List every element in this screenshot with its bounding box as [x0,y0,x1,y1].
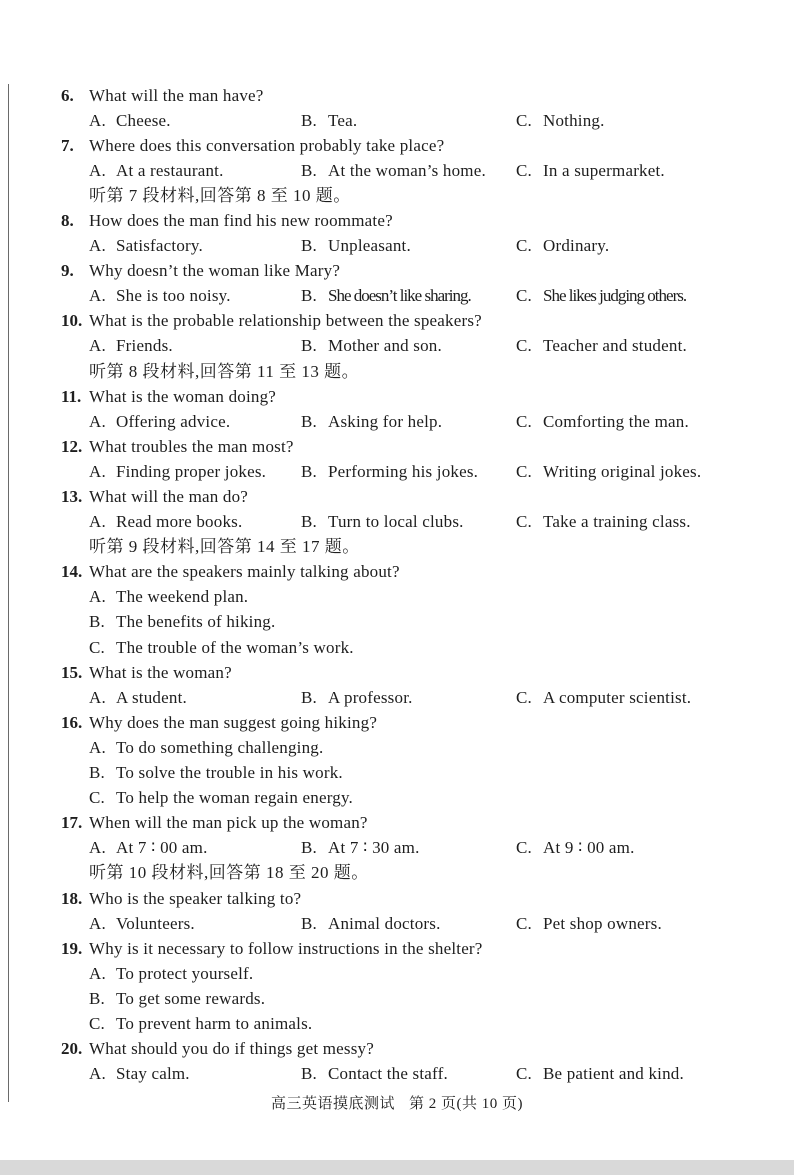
option-text: A computer scientist. [543,687,692,707]
options-12 [0,459,794,484]
question-8 [0,208,794,233]
option-a [89,509,242,534]
option-a [89,685,187,710]
question-9 [0,258,794,283]
option-label: B. [89,988,105,1008]
option-label: B. [301,411,317,431]
question-number: 19. [61,938,83,958]
option-label: C. [516,687,532,707]
question-text: What troubles the man most? [89,436,294,456]
option-text: Stay calm. [116,1064,190,1084]
option-row-19-a [0,961,794,986]
option-row-16-c [0,785,794,810]
option-text: Finding proper jokes. [116,461,267,481]
options-20 [0,1061,794,1086]
option-b [301,283,471,308]
option-label: A. [89,512,106,532]
option-text: To protect yourself. [116,963,254,983]
option-label: A. [89,587,106,607]
question-number: 9. [61,261,74,281]
question-number: 17. [61,813,83,833]
question-12 [0,434,794,459]
question-number: 13. [61,487,83,506]
question-text: How does the man find his new roommate? [89,210,393,230]
question-number: 16. [61,712,83,732]
option-label: C. [516,336,532,356]
option-a [89,108,171,133]
option-b [301,158,486,183]
option-label: B. [301,110,317,130]
option-a [89,1061,190,1086]
option-text: Be patient and kind. [543,1064,684,1084]
option-c [516,233,609,258]
options-15 [0,685,794,710]
option-label: A. [89,737,106,757]
option-row-14-a [0,584,794,609]
option-label: A. [89,461,106,481]
question-number: 6. [61,85,74,105]
option-a [89,584,248,609]
option-label: C. [89,788,105,808]
option-b [301,685,413,710]
question-number: 14. [61,562,83,582]
option-a [89,835,208,860]
option-row-16-b [0,760,794,785]
option-b [301,835,420,860]
option-b [89,760,343,785]
question-number: 18. [61,888,83,908]
option-label: A. [89,236,106,256]
option-c [516,1061,684,1086]
option-label: A. [89,963,106,983]
question-17 [0,810,794,835]
option-a [89,459,266,484]
option-text: Teacher and student. [543,336,687,356]
option-label: C. [516,838,532,858]
question-text: What will the man do? [89,487,249,506]
option-text: She is too noisy. [116,286,231,306]
option-c [516,911,662,936]
option-text: Cheese. [116,110,171,130]
options-10 [0,333,794,358]
question-text: What are the speakers mainly talking about? [89,562,400,582]
section-heading-passage-8 [0,359,794,384]
question-14 [0,559,794,584]
section-heading-text: 听第 8 段材料,回答第 11 至 13 题。 [89,361,360,381]
question-text: What is the probable relationship between the speakers? [89,311,482,331]
question-number: 8. [61,210,74,230]
option-text: Nothing. [543,110,605,130]
section-heading-passage-9 [0,534,794,559]
question-text: Why does the man suggest going hiking? [89,712,378,732]
question-6 [0,83,794,108]
option-label: A. [89,1064,106,1084]
option-text: Tea. [328,110,358,130]
option-b [89,609,275,634]
question-text: Where does this conversation probably take place? [89,135,445,155]
option-a [89,158,224,183]
option-a [89,333,173,358]
question-7 [0,133,794,158]
options-6 [0,108,794,133]
option-c [516,459,701,484]
option-text: A student. [116,687,187,707]
option-b [301,233,411,258]
option-text: To help the woman regain energy. [116,788,353,808]
option-label: C. [516,512,532,532]
option-text: She doesn’t like sharing. [328,286,471,306]
question-text: When will the man pick up the woman? [89,813,368,833]
question-text: What should you do if things get messy? [89,1039,374,1059]
option-text: Pet shop owners. [543,913,662,933]
question-20 [0,1036,794,1061]
option-text: Take a training class. [543,512,691,532]
page-number: 第 2 页(共 10 页) [409,1096,523,1112]
option-label: C. [516,110,532,130]
option-label: C. [89,637,105,657]
question-number: 10. [61,311,83,331]
option-b [301,459,478,484]
option-text: Comforting the man. [543,411,689,431]
option-text: Friends. [116,336,173,356]
option-label: C. [516,913,532,933]
option-text: Read more books. [116,512,243,532]
option-text: To solve the trouble in his work. [116,763,343,783]
options-11 [0,409,794,434]
option-b [301,911,441,936]
option-label: C. [516,1064,532,1084]
option-label: A. [89,913,106,933]
option-text: To do something challenging. [116,737,324,757]
question-18 [0,886,794,911]
question-list [0,83,794,1087]
option-label: A. [89,110,106,130]
option-label: B. [301,913,317,933]
section-heading-text: 听第 9 段材料,回答第 14 至 17 题。 [89,537,360,557]
question-text: What is the woman? [89,662,232,682]
option-text: In a supermarket. [543,160,665,180]
option-text: She likes judging others. [543,286,687,306]
option-b [301,1061,448,1086]
option-row-19-b [0,986,794,1011]
option-a [89,283,231,308]
option-text: Turn to local clubs. [328,512,464,532]
option-c [516,333,687,358]
option-c [516,409,689,434]
option-a [89,409,230,434]
question-text: Who is the speaker talking to? [89,888,302,908]
question-number: 11. [61,386,82,406]
question-16 [0,710,794,735]
section-heading-text: 听第 10 段材料,回答第 18 至 20 题。 [89,863,369,883]
options-8 [0,233,794,258]
option-c [89,635,354,660]
options-18 [0,911,794,936]
option-label: A. [89,286,106,306]
question-10 [0,308,794,333]
option-text: Animal doctors. [328,913,441,933]
options-7 [0,158,794,183]
option-label: A. [89,411,106,431]
option-c [516,158,665,183]
option-c [89,785,353,810]
option-label: B. [89,612,105,632]
option-label: B. [301,512,317,532]
question-text: Why is it necessary to follow instructions in the shelter? [89,938,483,958]
option-text: A professor. [328,687,413,707]
option-label: A. [89,336,106,356]
option-text: At 7 ∶ 00 am. [116,838,208,858]
option-label: B. [301,687,317,707]
question-13 [0,484,794,509]
option-c [516,108,605,133]
section-heading-passage-10 [0,860,794,885]
option-text: Performing his jokes. [328,461,479,481]
option-label: B. [301,160,317,180]
option-label: B. [301,236,317,256]
option-c [516,685,691,710]
option-a [89,233,203,258]
option-label: C. [516,411,532,431]
scan-edge [0,1160,794,1175]
section-heading-passage-7 [0,183,794,208]
option-c [516,283,686,308]
options-17 [0,835,794,860]
option-b [89,986,265,1011]
option-label: C. [516,236,532,256]
page-footer [0,1092,794,1113]
option-text: At a restaurant. [116,160,224,180]
option-label: B. [301,336,317,356]
option-label: C. [516,286,532,306]
option-label: B. [301,461,317,481]
option-row-16-a [0,735,794,760]
option-text: The benefits of hiking. [116,612,276,632]
option-a [89,911,195,936]
option-c [516,835,635,860]
option-a [89,961,253,986]
option-text: The trouble of the woman’s work. [116,637,354,657]
option-text: To get some rewards. [116,988,266,1008]
option-label: B. [301,838,317,858]
option-text: Ordinary. [543,236,610,256]
option-label: A. [89,160,106,180]
options-9 [0,283,794,308]
option-row-19-c [0,1011,794,1036]
option-text: Volunteers. [116,913,195,933]
option-label: C. [516,461,532,481]
option-text: Unpleasant. [328,236,411,256]
option-label: A. [89,838,106,858]
option-text: To prevent harm to animals. [116,1013,313,1033]
option-label: B. [89,763,105,783]
option-text: Asking for help. [328,411,443,431]
question-text: What is the woman doing? [89,386,277,406]
option-c [516,509,691,534]
option-label: A. [89,687,106,707]
question-number: 20. [61,1039,83,1059]
option-b [301,333,442,358]
option-text: At 7 ∶ 30 am. [328,838,420,858]
question-text: Why doesn’t the woman like Mary? [89,261,341,281]
option-label: B. [301,286,317,306]
option-c [89,1011,312,1036]
option-text: At the woman’s home. [328,160,486,180]
question-number: 7. [61,135,74,155]
question-number: 12. [61,436,83,456]
option-text: Offering advice. [116,411,231,431]
option-row-14-b [0,609,794,634]
option-b [301,409,442,434]
question-15 [0,660,794,685]
question-11 [0,384,794,409]
option-text: Contact the staff. [328,1064,448,1084]
option-a [89,735,323,760]
option-text: Satisfactory. [116,236,203,256]
question-text: What will the man have? [89,85,264,105]
option-label: C. [89,1013,105,1033]
options-13 [0,509,794,534]
option-b [301,509,464,534]
option-text: The weekend plan. [116,587,249,607]
question-19 [0,936,794,961]
exam-title: 高三英语摸底测试 [270,1096,395,1112]
option-b [301,108,357,133]
option-text: Mother and son. [328,336,442,356]
option-label: C. [516,160,532,180]
option-label: B. [301,1064,317,1084]
section-heading-text: 听第 7 段材料,回答第 8 至 10 题。 [89,185,351,205]
option-row-14-c [0,635,794,660]
option-text: At 9 ∶ 00 am. [543,838,635,858]
question-number: 15. [61,662,83,682]
option-text: Writing original jokes. [543,461,702,481]
